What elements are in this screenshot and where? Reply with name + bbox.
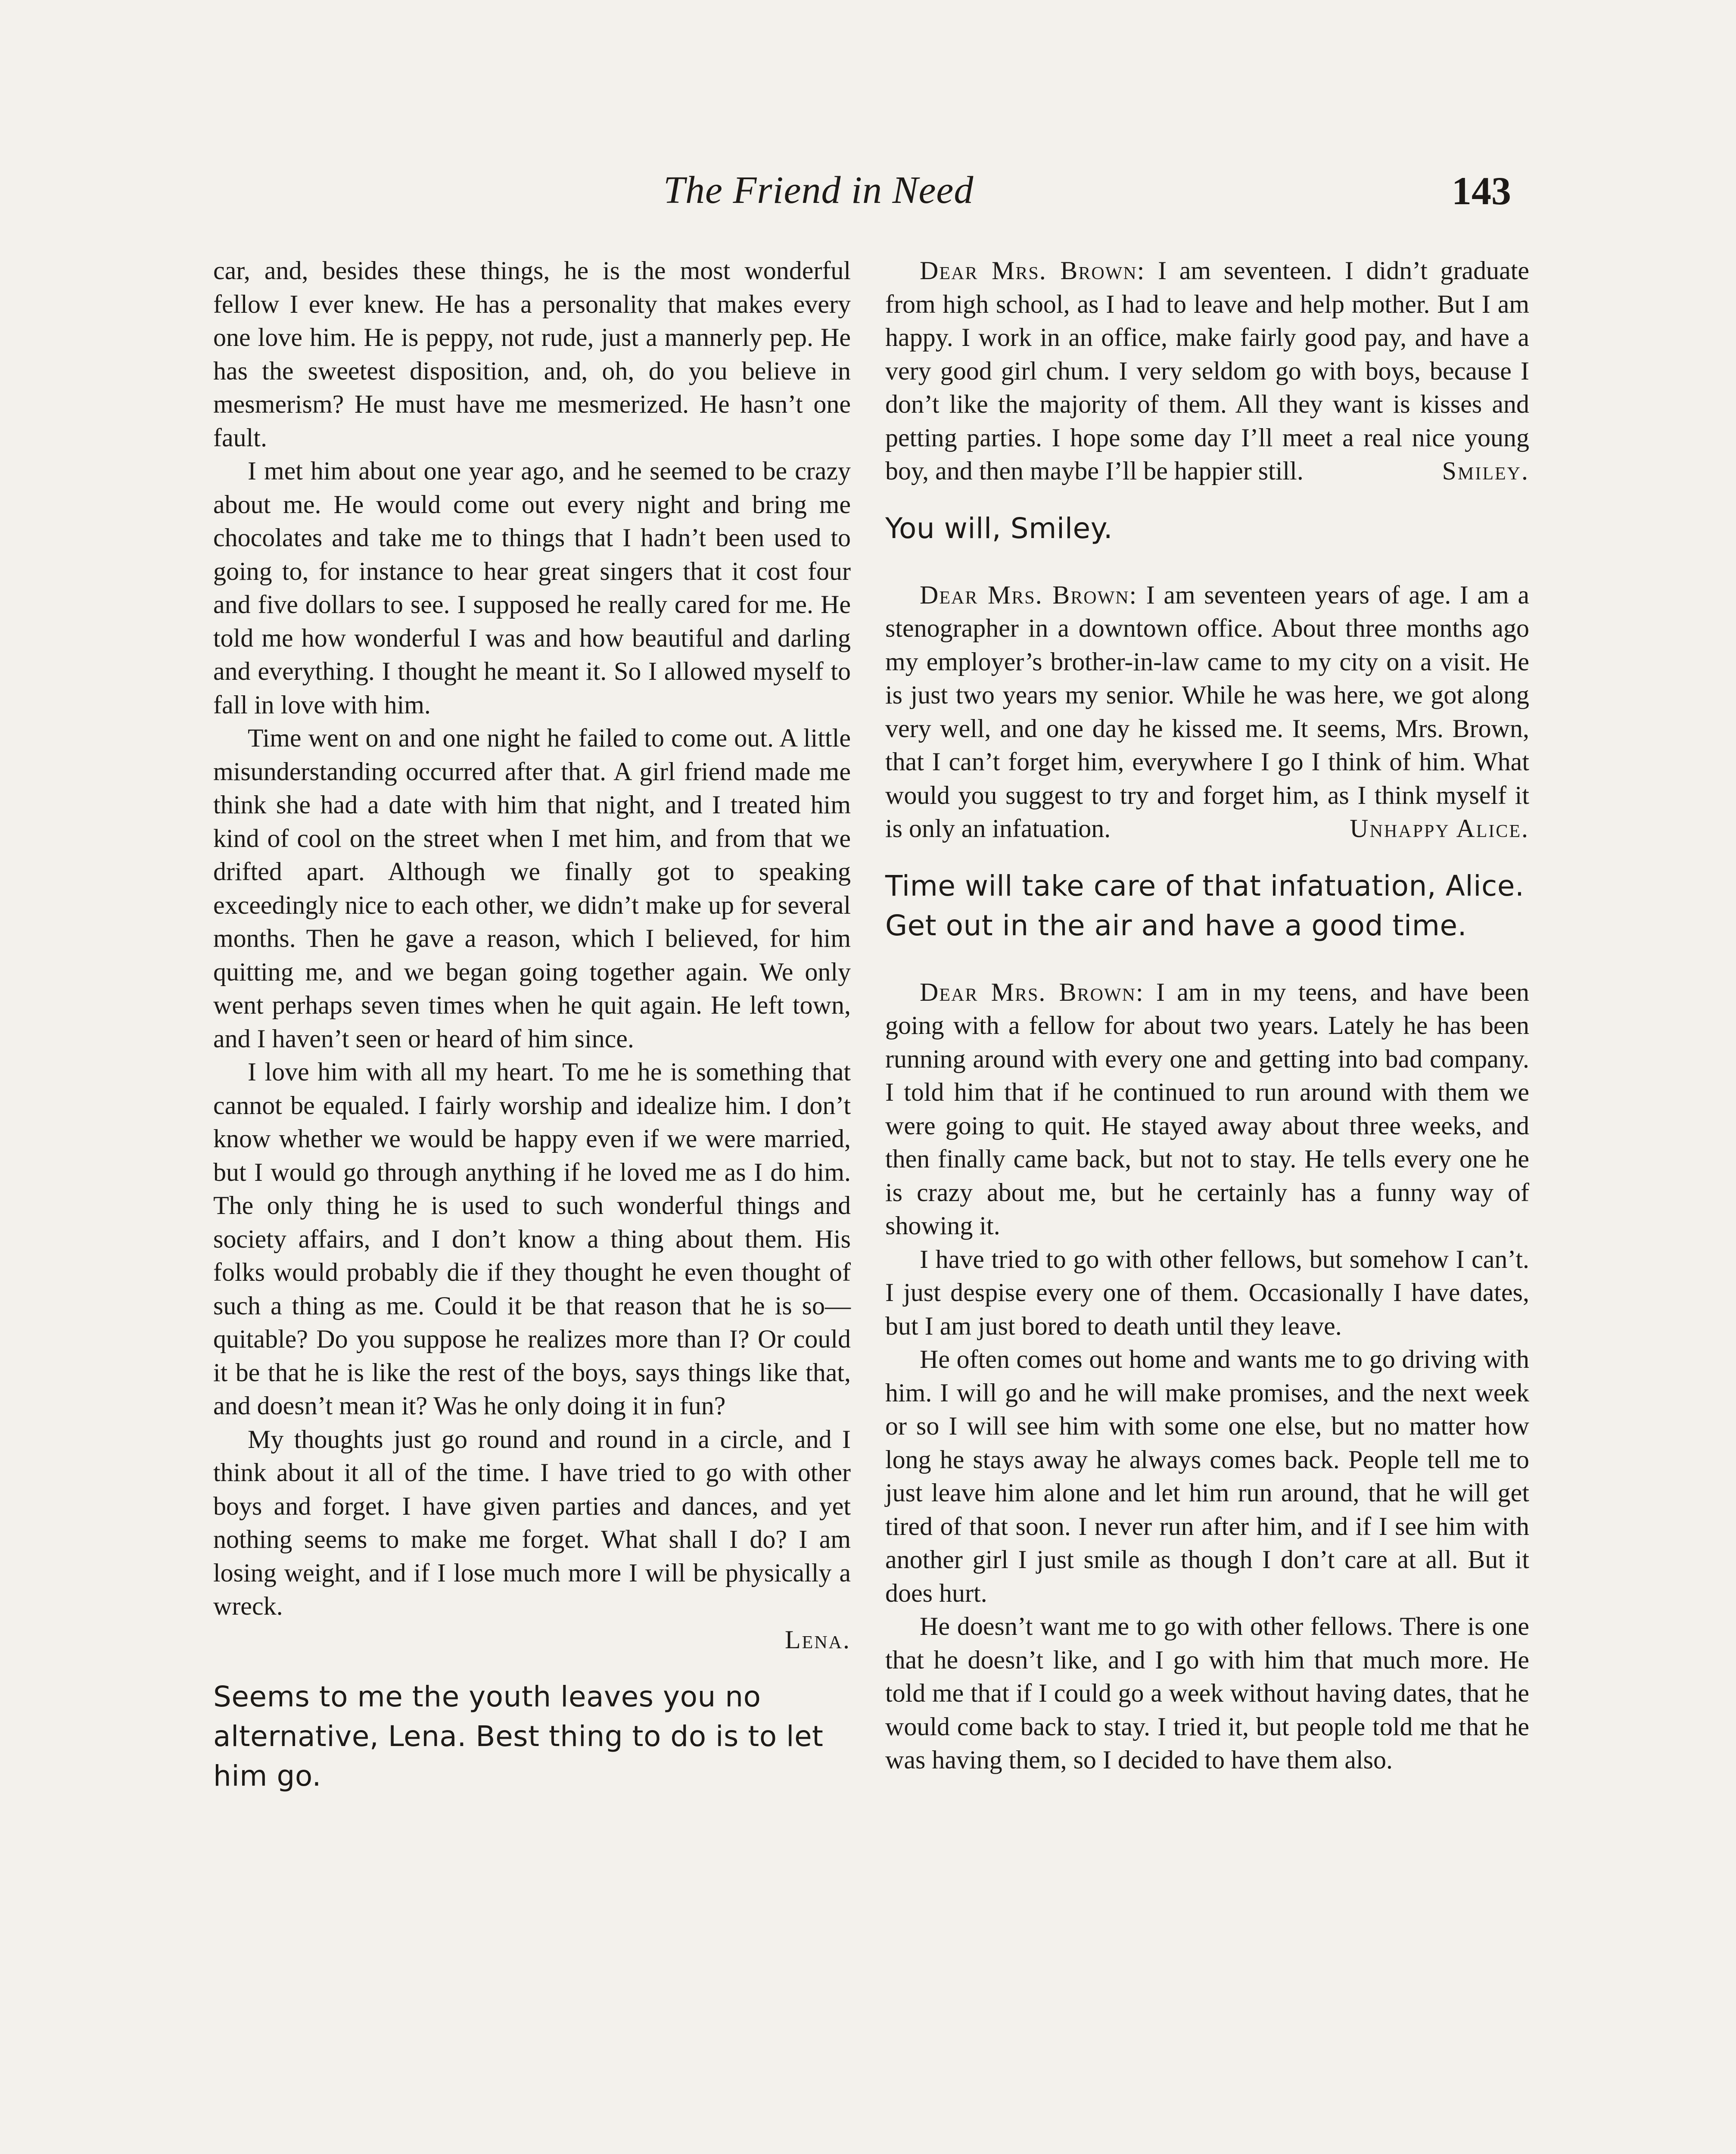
left-column: [213, 254, 851, 1796]
letter-body: I am seventeen years of age. I am a stenographer in a downtown office. About three months ago my employer’s brother-in-law came to my city on a visit. He is just two years my senior. While he was here, we got along very well, and one day he kissed me. It seems, Mrs. Brown, that I can’t forget him, everywhere I go I think of him. What would you suggest to try and forget him, as I think myself it is only an infatuation.: [885, 580, 1529, 843]
letter-salutation: Dear Mrs. Brown:: [920, 580, 1138, 609]
letter-signature: Smiley.: [1442, 457, 1529, 485]
letter-paragraph: Time went on and one night he failed to come out. A little misunderstanding occurred after that. A girl friend made me think she had a date with him that night, and I treated him kind of cool on the street when I met him, and from that we drifted apart. Although we finally got to speaking exceedingly nice to each other, we didn’t make up for several months. Then he gave a reason, which I believed, for him quitting me, and we began going together again. We only went perhaps seven times when he quit again. He left town, and I haven’t seen or heard of him since.: [213, 724, 851, 1053]
letter-paragraph: He often comes out home and wants me to go driving with him. I will go and he will make promises, and the next week or so I will see him with some one else, but no matter how long he stays away he always comes back. People tell me to just leave him alone and let him run around, that he will get tired of that soon. I never run after him, and if I see him with another girl I just smile as though I don’t care at all. But it does hurt.: [885, 1345, 1529, 1607]
letter-signature: Lena.: [785, 1625, 851, 1654]
letter-paragraph: My thoughts just go round and round in a circle, and I think about it all of the time. I have tried to go with other boys and forget. I have given parties and dances, and yet nothing seems to make me forget. What shall I do? I am losing weight, and if I lose much more I will be physically a wreck.: [213, 1425, 851, 1620]
letter-paragraph: [885, 254, 1529, 488]
letter-body: I am seventeen. I didn’t graduate from high school, as I had to leave and help mother. But I am happy. I work in an office, make fairly good pay, and have a very good girl chum. I very seldom go with boys, because I don’t like the majority of them. All they want is kisses and petting parties. I hope some day I’ll meet a real nice young boy, and then maybe I’ll be happier still.: [885, 256, 1529, 485]
right-column: [885, 254, 1529, 1777]
advice-answer: You will, Smiley.: [885, 511, 1113, 545]
letter-paragraph: car, and, besides these things, he is the most wonderful fellow I ever knew. He has a personality that makes every one love him. He is peppy, not rude, just a mannerly pep. He has the sweetest disposition, and, oh, do you believe in mesmerism? He must have me mesmerized. He hasn’t one fault.: [213, 256, 851, 452]
advice-answer: Seems to me the youth leaves you no alternative, Lena. Best thing to do is to let him go.: [213, 1680, 824, 1793]
letter-signature: Unhappy Alice.: [1350, 814, 1529, 843]
letter-paragraph: [885, 579, 1529, 846]
letter-body: I am in my teens, and have been going with a fellow for about two years. Lately he has been running around with every one and getting into bad company. I told him that if he continued to run around with them we were going to quit. He stayed away about three weeks, and then finally came back, but not to stay. He tells every one he is crazy about me, but he certainly has a funny way of showing it.: [885, 977, 1529, 1240]
advice-answer: Time will take care of that infatuation, Alice. Get out in the air and have a good time.: [885, 869, 1524, 942]
letter-paragraph: [885, 976, 1529, 1243]
letter-salutation: Dear Mrs. Brown:: [920, 256, 1145, 285]
letter-paragraph: He doesn’t want me to go with other fellows. There is one that he doesn’t like, and I go with him that much more. He told me that if I could go a week without having dates, that he would come back to stay. I tried it, but people told me that he was having them, so I decided to have them also.: [885, 1612, 1529, 1774]
page-number: 143: [1452, 169, 1511, 213]
running-title: The Friend in Need: [663, 169, 974, 212]
letter-paragraph: I love him with all my heart. To me he is something that cannot be equaled. I fairly worship and idealize him. I don’t know whether we would be happy even if we were married, but I would go through anything if he loved me as I do him. The only thing he is used to such wonderful things and society affairs, and I don’t know a thing about them. His folks would probably die if they thought he even thought of such a thing as me. Could it be that reason that he is so—quitable? Do you suppose he realizes more than I? Or could it be that he is like the rest of the boys, says things like that, and doesn’t mean it? Was he only doing it in fun?: [213, 1058, 851, 1420]
letter-paragraph: I have tried to go with other fellows, but somehow I can’t. I just despise every one of them. Occasionally I have dates, but I am just bored to death until they leave.: [885, 1245, 1529, 1340]
letter-paragraph: I met him about one year ago, and he seemed to be crazy about me. He would come out every night and bring me chocolates and take me to things that I hadn’t been used to going to, for instance to hear great singers that it cost four and five dollars to see. I supposed he really cared for me. He told me how wonderful I was and how beautiful and darling and everything. I thought he meant it. So I allowed myself to fall in love with him.: [213, 457, 851, 719]
letter-salutation: Dear Mrs. Brown:: [920, 977, 1144, 1006]
